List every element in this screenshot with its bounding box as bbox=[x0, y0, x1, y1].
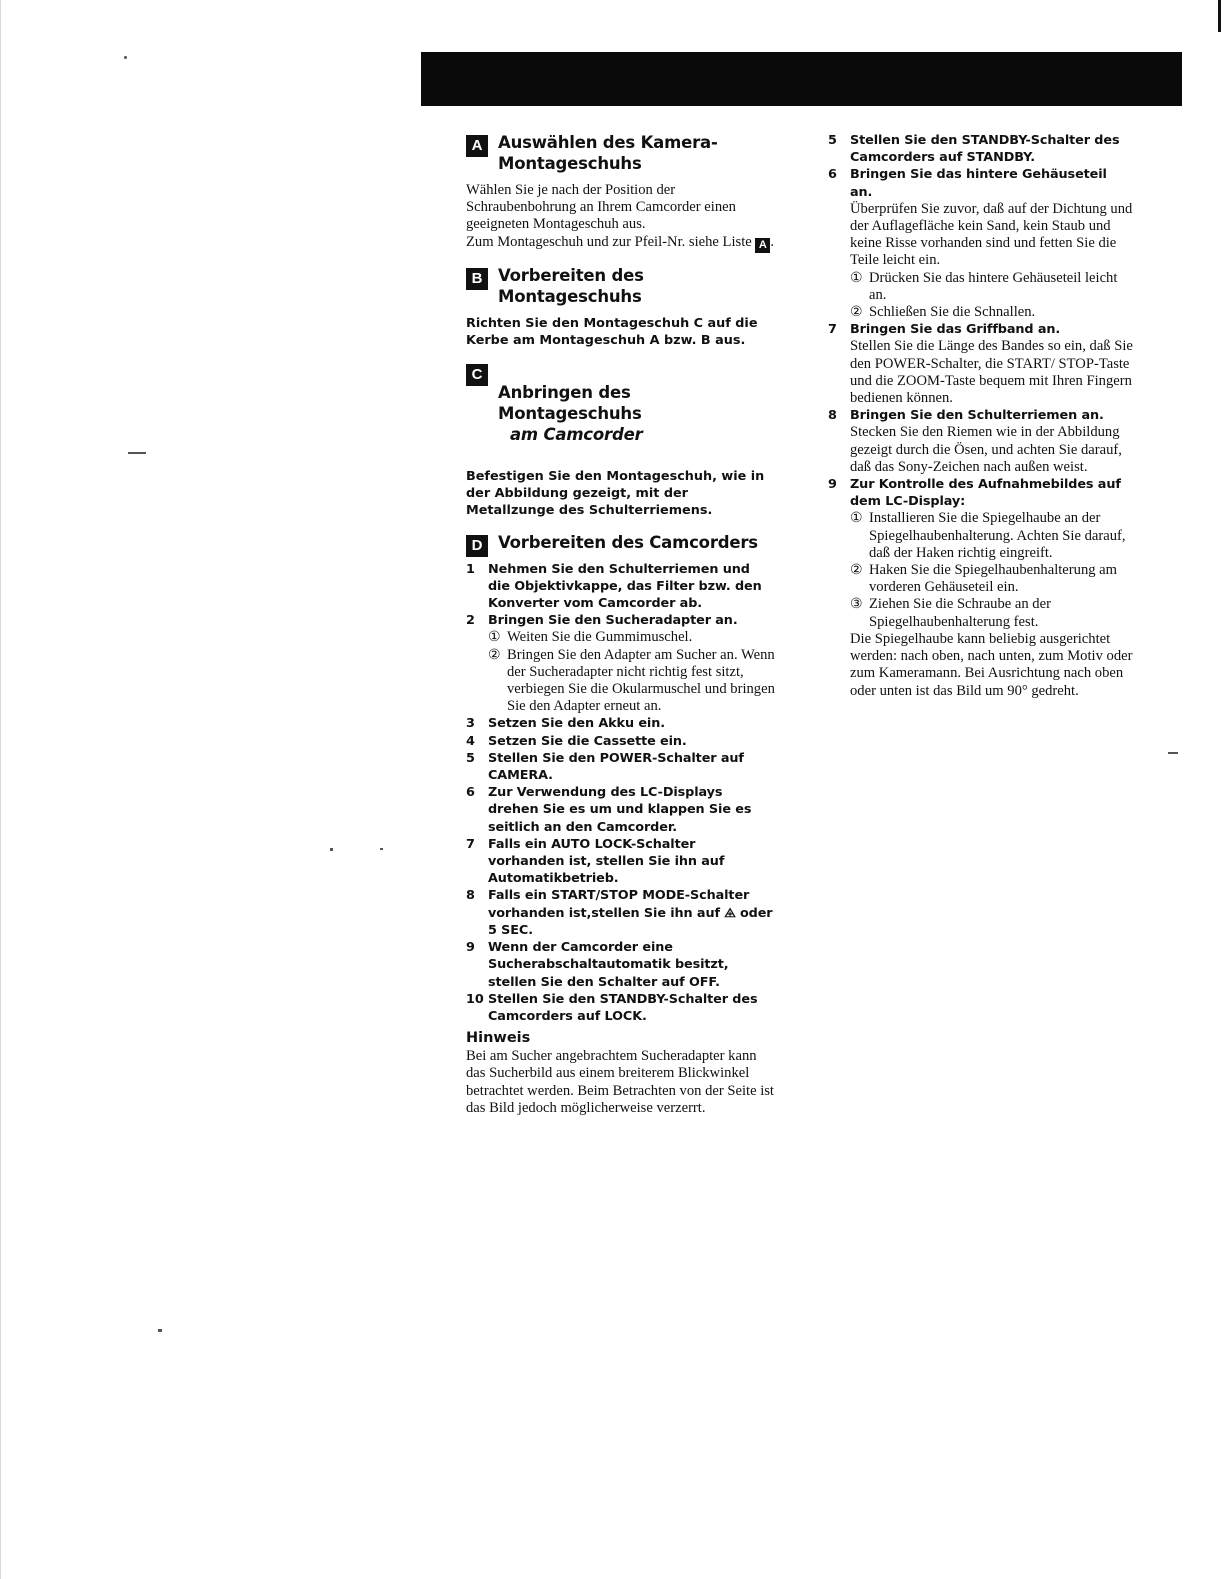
section-d-steps bbox=[466, 561, 776, 1025]
scan-speck bbox=[124, 56, 127, 59]
sub-step-marker: ③ bbox=[850, 597, 863, 613]
section-c-heading bbox=[466, 361, 776, 466]
scan-speck bbox=[380, 848, 383, 850]
step-item bbox=[828, 166, 1133, 321]
step-item bbox=[466, 939, 776, 991]
step-number: 4 bbox=[466, 733, 475, 749]
step-text: Stecken Sie den Riemen wie in der Abbildung gezeigt durch die Ösen, und achten Sie darauf, daß das Sony-Zeichen nach außen weist. bbox=[850, 424, 1122, 475]
step-number: 3 bbox=[466, 716, 475, 732]
step-item bbox=[466, 750, 776, 784]
reference-text: Zum Montageschuh und zur Pfeil-Nr. siehe Liste bbox=[466, 233, 752, 250]
sub-step-marker: ① bbox=[850, 270, 863, 286]
sub-step-marker: ① bbox=[488, 630, 501, 646]
step-number: 6 bbox=[828, 167, 837, 183]
sub-step bbox=[488, 629, 776, 646]
step-title: Bringen Sie den Schulterriemen an. bbox=[850, 408, 1104, 424]
step-title: Bringen Sie den Sucheradapter an. bbox=[488, 613, 738, 629]
section-b-heading bbox=[466, 265, 776, 307]
section-a-heading bbox=[466, 132, 776, 174]
section-a-reference bbox=[466, 234, 776, 253]
scan-speck bbox=[158, 1329, 162, 1332]
sub-step-marker: ① bbox=[850, 511, 863, 527]
section-title: Anbringen des Montageschuhs bbox=[498, 383, 642, 424]
section-a-text: Wählen Sie je nach der Position der Schraubenbohrung an Ihrem Camcorder einen geeigneten Montageschuh aus. bbox=[466, 182, 736, 233]
section-title: Vorbereiten des Camcorders bbox=[498, 532, 758, 552]
section-subtitle: am Camcorder bbox=[510, 425, 643, 445]
step-number: 1 bbox=[466, 561, 475, 577]
step-title: Bringen Sie das Griffband an. bbox=[850, 322, 1061, 338]
section-title: Vorbereiten des Montageschuhs bbox=[498, 265, 644, 306]
sub-step-text: Bringen Sie den Adapter am Sucher an. Wenn der Sucheradapter nicht richtig fest sitzt, verbiegen Sie die Okularmuschel und bringen Sie den Adapter erneut an. bbox=[507, 646, 775, 715]
step-title: Setzen Sie den Akku ein. bbox=[488, 716, 665, 732]
step-title: Nehmen Sie den Schulterriemen und die Objektivkappe, das Filter bzw. den Konverter vom Camcorder ab. bbox=[488, 561, 762, 612]
step-item bbox=[466, 784, 776, 836]
step-item bbox=[828, 321, 1133, 407]
step-number: 7 bbox=[828, 322, 837, 338]
step-text: Stellen Sie die Länge des Bandes so ein, daß Sie den POWER-Schalter, die START/ STOP-Taste und die ZOOM-Taste bequem mit Ihren Fingern bedienen können. bbox=[850, 338, 1133, 407]
note-text: Bei am Sucher angebrachtem Sucheradapter kann das Sucherbild aus einem breiterem Blickwinkel betrachtet werden. Beim Betrachten von der Seite ist das Bild jedoch möglicherweise verzerrt. bbox=[466, 1048, 774, 1116]
sub-step-text: Ziehen Sie die Schraube an der Spiegelhaubenhalterung fest. bbox=[869, 596, 1051, 630]
step-title: Falls ein AUTO LOCK-Schalter vorhanden ist, stellen Sie ihn auf Automatikbetrieb. bbox=[488, 836, 725, 887]
step-number: 8 bbox=[828, 408, 837, 424]
step-title: Bringen Sie das hintere Gehäuseteil an. bbox=[850, 167, 1107, 200]
sub-step bbox=[488, 647, 776, 716]
scan-edge-mark bbox=[1218, 0, 1221, 32]
section-badge: C bbox=[466, 364, 488, 386]
step-item bbox=[466, 733, 776, 750]
scan-speck bbox=[128, 452, 146, 454]
scan-speck bbox=[1168, 752, 1178, 754]
sub-step-text: Drücken Sie das hintere Gehäuseteil leicht an. bbox=[869, 269, 1118, 303]
step-title: Stellen Sie den STANDBY-Schalter des Camcorders auf LOCK. bbox=[488, 991, 758, 1024]
step-item bbox=[466, 715, 776, 732]
step-number: 8 bbox=[466, 888, 475, 904]
section-badge: A bbox=[466, 135, 488, 157]
step-number: 6 bbox=[466, 785, 475, 801]
step-number: 2 bbox=[466, 613, 475, 629]
step-number: 10 bbox=[466, 991, 484, 1007]
step-item bbox=[828, 132, 1133, 166]
header-bar bbox=[421, 52, 1182, 106]
sub-step-text: Installieren Sie die Spiegelhaube an der Spiegelhaubenhalterung. Achten Sie darauf, daß der Haken richtig eingreift. bbox=[869, 510, 1126, 561]
section-b-text: Richten Sie den Montageschuh C auf die Kerbe am Montageschuh A bzw. B aus. bbox=[466, 315, 758, 348]
step-item bbox=[466, 887, 776, 939]
step-title: Zur Verwendung des LC-Displays drehen Sie es um und klappen Sie es seitlich an den Camcorder. bbox=[488, 785, 752, 835]
section-badge: B bbox=[466, 268, 488, 290]
section-title-group bbox=[498, 361, 776, 466]
section-title: Auswählen des Kamera- Montageschuhs bbox=[498, 133, 718, 173]
left-column bbox=[466, 132, 776, 1117]
step-title: Setzen Sie die Cassette ein. bbox=[488, 733, 687, 749]
reference-badge: A bbox=[755, 238, 770, 253]
scan-speck bbox=[330, 848, 333, 851]
section-c-text: Befestigen Sie den Montageschuh, wie in der Abbildung gezeigt, mit der Metallzunge des Schulterriemens. bbox=[466, 469, 765, 519]
sub-step-marker: ② bbox=[850, 305, 863, 321]
step-number: 7 bbox=[466, 836, 475, 852]
step-item bbox=[828, 476, 1133, 700]
sub-step-text: Haken Sie die Spiegelhaubenhalterung am vorderen Gehäuseteil ein. bbox=[869, 562, 1118, 596]
step-item bbox=[466, 612, 776, 715]
step-item bbox=[466, 561, 776, 613]
step-item bbox=[828, 407, 1133, 476]
step-title: Falls ein START/STOP MODE-Schalter vorhanden ist,stellen Sie ihn auf ⨹ oder 5 SEC. bbox=[488, 888, 773, 938]
step-title: Stellen Sie den POWER-Schalter auf CAMERA. bbox=[488, 750, 744, 784]
sub-step-marker: ② bbox=[488, 647, 501, 663]
step-title: Wenn der Camcorder eine Sucherabschaltautomatik besitzt, stellen Sie den Schalter auf OFF. bbox=[488, 940, 729, 990]
sub-step bbox=[850, 270, 1133, 304]
sub-step-text: Weiten Sie die Gummimuschel. bbox=[507, 629, 693, 646]
sub-step bbox=[850, 510, 1133, 562]
step-text: Überprüfen Sie zuvor, daß auf der Dichtung und der Auflagefläche kein Sand, kein Staub und keine Risse vorhanden sind und fetten Sie die Teile leicht ein. bbox=[850, 200, 1133, 269]
reference-suffix: . bbox=[770, 233, 775, 250]
step-number: 9 bbox=[828, 477, 837, 493]
right-column bbox=[828, 132, 1133, 700]
section-badge: D bbox=[466, 535, 488, 557]
sub-step-marker: ② bbox=[850, 563, 863, 579]
sub-step-text: Schließen Sie die Schnallen. bbox=[869, 304, 1036, 321]
step-number: 5 bbox=[828, 133, 837, 148]
sub-step bbox=[850, 562, 1133, 596]
scan-edge-line bbox=[0, 0, 1, 1579]
step-title: Stellen Sie den STANDBY-Schalter des Camcorders auf STANDBY. bbox=[850, 133, 1120, 166]
note-heading: Hinweis bbox=[466, 1030, 531, 1047]
step-number: 5 bbox=[466, 750, 475, 766]
sub-step bbox=[850, 596, 1133, 630]
step-item bbox=[466, 836, 776, 888]
step-text: Die Spiegelhaube kann beliebig ausgerichtet werden: nach oben, nach unten, zum Motiv oder zum Kameramann. Bei Ausrichtung nach oben oder unten ist das Bild um 90° gedreht. bbox=[850, 630, 1133, 699]
section-d-heading bbox=[466, 532, 776, 557]
step-number: 9 bbox=[466, 940, 475, 956]
step-title: Zur Kontrolle des Aufnahmebildes auf dem LC-Display: bbox=[850, 477, 1121, 510]
step-item bbox=[466, 991, 776, 1025]
sub-step bbox=[850, 304, 1133, 321]
